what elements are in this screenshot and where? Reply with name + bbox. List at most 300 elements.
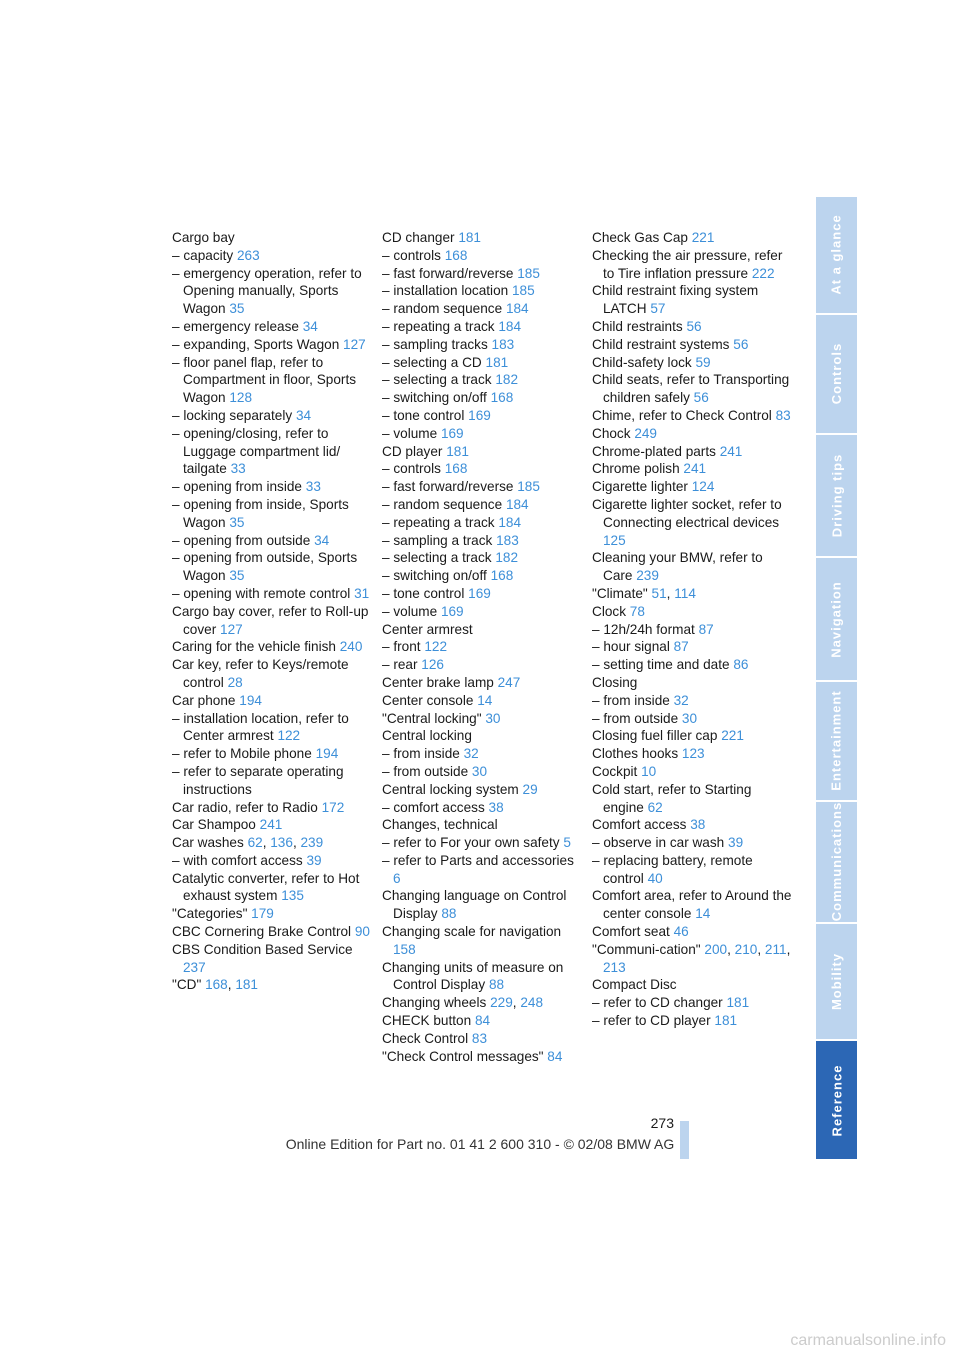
index-term: CD player (382, 443, 447, 459)
index-entry (382, 834, 582, 852)
index-entry (382, 336, 582, 354)
index-term: Catalytic converter, refer to Hot exhaust system (172, 870, 360, 904)
page-link[interactable]: 179 (251, 906, 274, 922)
page-link[interactable]: 237 (183, 959, 206, 975)
page-link[interactable]: 122 (277, 728, 301, 744)
index-term: – rear (382, 657, 422, 673)
index-term: Car Shampoo (172, 817, 260, 833)
page-link[interactable]: 51 (651, 585, 667, 601)
index-entry (172, 247, 372, 265)
index-term: – controls (382, 461, 445, 477)
page-link[interactable]: 30 (485, 710, 501, 726)
index-entry (382, 354, 582, 372)
page-link[interactable]: 168 (490, 568, 514, 584)
index-entry (592, 727, 792, 745)
tab-label: Mobility (829, 952, 845, 1010)
page-link[interactable]: 240 (339, 639, 363, 655)
page-link[interactable]: 46 (673, 924, 689, 940)
page-link[interactable]: 90 (354, 924, 370, 940)
index-term: Car washes (172, 835, 248, 851)
index-term: "CD" (172, 977, 206, 993)
index-term: – sampling a track (382, 532, 497, 548)
index-entry (592, 621, 792, 639)
page-link[interactable]: 168 (444, 247, 468, 263)
index-entry (382, 585, 582, 603)
index-term: Cargo bay cover, refer to Roll-up cover (172, 603, 369, 637)
index-entry (382, 692, 582, 710)
index-term: – opening from inside, Sports Wagon (172, 496, 349, 530)
index-term: – opening from outside, Sports Wagon (172, 550, 358, 584)
index-entry (592, 852, 792, 888)
index-entry (382, 407, 582, 425)
index-term: – hour signal (592, 639, 674, 655)
tab-label: Controls (829, 342, 845, 405)
page-link[interactable]: 211 (764, 941, 787, 957)
index-entry (592, 371, 792, 407)
page-link[interactable]: 184 (505, 301, 529, 317)
index-term: "Central locking" (382, 710, 486, 726)
index-column-2 (382, 229, 582, 1065)
index-term: Changing language on Control Display (382, 888, 567, 922)
page-link[interactable]: 181 (714, 1013, 738, 1029)
page-link[interactable]: 127 (220, 621, 243, 637)
page-link[interactable]: 33 (305, 479, 321, 495)
page-link[interactable]: 30 (681, 710, 698, 726)
page-link[interactable]: 31 (354, 585, 370, 601)
index-term: Cigarette lighter (592, 479, 692, 495)
index-term: – random sequence (382, 301, 506, 317)
tab-label: Communications (829, 801, 844, 922)
tab-communications[interactable] (816, 802, 857, 922)
footer-copyright: Online Edition for Part no. 01 41 2 600 310 - © 02/08 BMW AG (285, 1136, 675, 1152)
index-entry: Changing wheels 229, 248 (382, 995, 544, 1011)
index-term: CBC Cornering Brake Control (172, 924, 355, 940)
index-entry (382, 567, 582, 585)
page-link[interactable]: 28 (227, 674, 243, 690)
page-link[interactable]: 169 (468, 585, 491, 601)
page-link[interactable]: 56 (693, 390, 709, 406)
index-term: Cold start, refer to Starting engine (592, 781, 752, 815)
index-term: – 12h/24h format (592, 621, 699, 637)
page-link[interactable]: 6 (393, 870, 401, 886)
index-term: – switching on/off (382, 390, 491, 406)
page-link[interactable]: 114 (674, 585, 696, 601)
index-entry (172, 496, 372, 532)
index-term: – emergency release (172, 318, 303, 334)
index-term: Cockpit (592, 763, 642, 779)
page-link[interactable]: 86 (733, 657, 749, 673)
page-link[interactable]: 181 (446, 443, 469, 459)
index-entry (172, 638, 372, 656)
page-link[interactable]: 59 (695, 354, 711, 370)
page-link[interactable]: 39 (728, 835, 744, 851)
index-term: – installation location (382, 283, 512, 299)
page-link[interactable]: 194 (239, 692, 262, 708)
index-entry (382, 727, 582, 745)
index-entry (592, 692, 792, 710)
index-entry (382, 745, 582, 763)
page-link[interactable]: 181 (726, 995, 750, 1011)
index-term: – sampling tracks (382, 336, 492, 352)
index-entry (592, 443, 792, 461)
page-link[interactable]: 229 (490, 995, 513, 1011)
index-term: Clock (592, 603, 630, 619)
index-entry (382, 460, 582, 478)
page-link[interactable]: 213 (603, 959, 626, 975)
index-entry (592, 763, 792, 781)
index-term: – floor panel flap, refer to Compartment in floor, Sports Wagon (172, 354, 357, 406)
page-link[interactable]: 221 (721, 728, 744, 744)
page-link[interactable]: 184 (498, 318, 522, 334)
page-link[interactable]: 34 (295, 407, 312, 423)
page-link[interactable]: 35 (229, 514, 245, 530)
index-entry (382, 265, 582, 283)
page-link[interactable]: 168 (444, 461, 468, 477)
tab-entertainment[interactable] (816, 682, 857, 800)
index-term: Car key, refer to Keys/remote control (172, 657, 349, 690)
index-entry (592, 816, 792, 834)
index-entry (592, 638, 792, 656)
page-link[interactable]: 239 (636, 568, 659, 584)
tab-label: Entertainment (829, 690, 844, 792)
index-term: – installation location, refer to Center armrest (172, 710, 349, 744)
index-entry (592, 745, 792, 763)
index-entry (382, 763, 582, 781)
index-entry (382, 300, 582, 318)
index-entry (172, 941, 372, 977)
index-entry (172, 318, 372, 336)
index-term: – selecting a track (382, 550, 496, 566)
index-term: Chime, refer to Check Control (592, 407, 776, 423)
page-link[interactable]: 181 (485, 354, 509, 370)
page-link[interactable]: 241 (683, 461, 707, 477)
index-entry (592, 976, 792, 994)
page-link[interactable]: 62 (247, 835, 263, 851)
index-term: Changing scale for navigation (382, 924, 562, 940)
tab-label: Driving tips (829, 453, 845, 538)
index-term: – replacing battery, remote control (592, 852, 753, 886)
index-term: Child restraints (592, 318, 687, 334)
page-link[interactable]: 183 (491, 336, 515, 352)
index-term: – observe in car wash (592, 835, 729, 851)
section-tabs (816, 197, 857, 1159)
index-entry (592, 710, 792, 728)
index-term: – from inside (382, 746, 464, 762)
index-entry (592, 282, 792, 318)
page-link[interactable]: 84 (474, 1013, 491, 1029)
index-entry (592, 923, 792, 941)
page-link[interactable]: 88 (441, 906, 457, 922)
page-link[interactable]: 181 (235, 977, 258, 993)
index-term: Check Control (382, 1030, 472, 1046)
index-entry (592, 781, 792, 817)
index-entry (382, 247, 582, 265)
page-link[interactable]: 241 (719, 443, 743, 459)
page-link[interactable]: 30 (471, 763, 488, 779)
index-entry (382, 371, 582, 389)
index-entry (592, 994, 792, 1012)
index-entry (592, 1012, 792, 1030)
index-term: – refer to CD changer (592, 995, 727, 1011)
tab-navigation[interactable] (816, 558, 857, 680)
tab-driving-tips[interactable] (816, 435, 857, 557)
page-link[interactable]: 263 (236, 247, 260, 263)
page-link[interactable]: 88 (488, 977, 505, 993)
page-link[interactable]: 35 (229, 568, 245, 584)
index-entry (172, 354, 372, 407)
page-link[interactable]: 169 (440, 603, 464, 619)
page-link[interactable]: 125 (603, 532, 626, 548)
index-entry (382, 923, 582, 959)
tab-label: Navigation (829, 580, 844, 658)
index-term: – controls (382, 247, 445, 263)
page-link[interactable]: 38 (690, 817, 706, 833)
index-term: – opening with remote control (172, 585, 355, 601)
page-link[interactable]: 40 (647, 870, 663, 886)
index-term: "Communi-cation" (592, 941, 705, 957)
page-link[interactable]: 123 (681, 746, 705, 762)
tab-mobility[interactable] (816, 924, 857, 1040)
page-link[interactable]: 83 (775, 407, 791, 423)
index-term: Central locking system (382, 781, 523, 797)
page-link[interactable]: 62 (647, 799, 663, 815)
page-link[interactable]: 248 (520, 995, 544, 1011)
index-entry (172, 816, 372, 834)
tab-controls[interactable] (816, 315, 857, 433)
page-link[interactable]: 127 (343, 336, 366, 352)
index-term: Closing (592, 674, 638, 690)
page-link[interactable]: 168 (205, 977, 228, 993)
watermark: carmanualsonline.info (790, 1332, 946, 1349)
index-entry (382, 1012, 582, 1030)
index-entry (382, 656, 582, 674)
index-entry (592, 478, 792, 496)
index-entry (382, 852, 582, 888)
index-entry (382, 603, 582, 621)
index-term: Clothes hooks (592, 746, 682, 762)
index-term: – refer to Parts and accessories (382, 852, 574, 868)
index-entry (172, 532, 372, 550)
page-link[interactable]: 158 (393, 941, 416, 957)
index-entry (172, 870, 372, 906)
index-term: Cleaning your BMW, refer to Care (592, 550, 763, 584)
index-term: Changing units of measure on Control Display (382, 959, 564, 993)
index-term: Check Gas Cap (592, 230, 692, 245)
page-link[interactable]: 184 (505, 496, 529, 512)
index-term: Child-safety lock (592, 354, 696, 370)
index-entry (172, 745, 372, 763)
index-entry (172, 265, 372, 318)
page-link[interactable]: 136 (270, 835, 293, 851)
page-link[interactable]: 35 (229, 301, 245, 317)
page-link[interactable]: 10 (641, 763, 657, 779)
index-term: – comfort access (382, 799, 489, 815)
page-link[interactable]: 169 (468, 407, 491, 423)
page-link[interactable]: 78 (629, 603, 645, 619)
page-link[interactable]: 56 (733, 336, 749, 352)
index-entry (172, 923, 372, 941)
index-term: Chrome polish (592, 461, 684, 477)
index-term: Car radio, refer to Radio (172, 799, 322, 815)
index-term: – from inside (592, 692, 674, 708)
page-link[interactable]: 5 (563, 835, 571, 851)
page-link[interactable]: 32 (673, 692, 689, 708)
page-link[interactable]: 169 (440, 425, 464, 441)
index-entry: Car washes 62, 136, 239 (172, 835, 324, 851)
index-entry (382, 674, 582, 692)
page-link[interactable]: 200 (704, 941, 728, 957)
index-term: – selecting a track (382, 372, 496, 388)
index-entry (592, 336, 792, 354)
index-entry: "CD" 168, 181 (172, 977, 258, 993)
index-term: – volume (382, 425, 441, 441)
index-entry (592, 229, 792, 247)
index-entry (592, 656, 792, 674)
index-entry (382, 799, 582, 817)
index-term: Closing fuel filler cap (592, 728, 722, 744)
index-entry (382, 282, 582, 300)
page-link[interactable]: 14 (477, 692, 493, 708)
page-link[interactable]: 87 (698, 621, 714, 637)
page-link[interactable]: 181 (458, 230, 481, 245)
page-link[interactable]: 168 (490, 390, 514, 406)
index-entry (382, 532, 582, 550)
index-entry: "Communi-cation" 200, 210, 211, 213 (592, 941, 791, 975)
index-term: – refer to separate operating instructions (172, 763, 344, 797)
index-term: – expanding, Sports Wagon (172, 336, 344, 352)
index-entry (592, 549, 792, 585)
page-link[interactable]: 34 (314, 532, 330, 548)
page-link[interactable]: 194 (315, 746, 339, 762)
page-link[interactable]: 185 (517, 265, 540, 281)
page-link[interactable]: 135 (281, 888, 304, 904)
index-entry (592, 496, 792, 549)
index-term: Checking the air pressure, refer to Tire inflation pressure (592, 247, 783, 281)
page-link[interactable]: 39 (306, 852, 322, 868)
index-term: Chock (592, 425, 635, 441)
page-link[interactable]: 56 (686, 318, 702, 334)
index-entry (382, 638, 582, 656)
index-entry (172, 710, 372, 746)
page-link[interactable]: 87 (673, 639, 689, 655)
page-link[interactable]: 32 (463, 746, 479, 762)
index-term: – fast forward/reverse (382, 479, 518, 495)
index-term: Cigarette lighter socket, refer to Connecting electrical devices (592, 496, 782, 530)
index-term: – opening/closing, refer to Luggage compartment lid/ tailgate (172, 425, 341, 477)
page-link[interactable]: 183 (496, 532, 519, 548)
page-link[interactable]: 57 (650, 301, 666, 317)
index-entry (592, 460, 792, 478)
index-term: Caring for the vehicle finish (172, 639, 340, 655)
index-entry (382, 1048, 582, 1066)
index-entry (382, 621, 582, 639)
index-entry (172, 852, 372, 870)
index-column-1 (172, 229, 372, 994)
index-entry (382, 478, 582, 496)
page-link[interactable]: 182 (495, 550, 519, 566)
index-term: – opening from inside (172, 479, 306, 495)
page-link[interactable]: 84 (547, 1048, 563, 1064)
index-term: Changing wheels (382, 995, 491, 1011)
page-link[interactable]: 249 (634, 425, 657, 441)
page-link[interactable]: 221 (691, 230, 715, 245)
index-term: – volume (382, 603, 441, 619)
page-link[interactable]: 184 (498, 514, 522, 530)
page-link[interactable]: 185 (517, 479, 540, 495)
page-link[interactable]: 124 (691, 479, 715, 495)
tab-label: At a glance (829, 214, 845, 296)
index-term: Center armrest (382, 621, 473, 637)
index-entry (172, 692, 372, 710)
page-link[interactable]: 83 (471, 1030, 488, 1046)
page-link[interactable]: 241 (259, 817, 283, 833)
page-link[interactable]: 247 (497, 674, 521, 690)
index-term: Center console (382, 692, 478, 708)
index-entry (592, 425, 792, 443)
page-link[interactable]: 34 (302, 318, 318, 334)
index-entry (172, 603, 372, 639)
page-link[interactable]: 126 (421, 657, 444, 673)
index-term: CBS Condition Based Service (172, 941, 353, 957)
page-link[interactable]: 122 (424, 639, 448, 655)
page-link[interactable]: 33 (230, 461, 246, 477)
index-entry (172, 763, 372, 799)
page-link[interactable]: 182 (495, 372, 519, 388)
index-term: Changes, technical (382, 817, 498, 833)
index-entry (382, 959, 582, 995)
index-column-3 (592, 229, 792, 1030)
index-entry (382, 816, 582, 834)
index-term: Child restraint systems (592, 336, 734, 352)
tab-at-a-glance[interactable] (816, 197, 857, 313)
page-link[interactable]: 172 (321, 799, 345, 815)
index-term: – emergency operation, refer to Opening manually, Sports Wagon (172, 265, 362, 317)
index-term: CD changer (382, 230, 459, 245)
index-term: – repeating a track (382, 514, 499, 530)
page-link[interactable]: 210 (734, 941, 758, 957)
page-link[interactable]: 222 (751, 265, 775, 281)
page-link[interactable]: 128 (229, 390, 253, 406)
index-entry (592, 887, 792, 923)
page-link[interactable]: 239 (300, 835, 324, 851)
index-term: Compact Disc (592, 977, 677, 993)
index-entry (382, 781, 582, 799)
index-entry (382, 229, 582, 247)
index-entry: "Climate" 51, 114 (592, 585, 696, 601)
index-term: Center brake lamp (382, 674, 498, 690)
page-link[interactable]: 29 (522, 781, 538, 797)
index-entry (172, 549, 372, 585)
index-term: CHECK button (382, 1013, 475, 1029)
page-link[interactable]: 38 (488, 799, 504, 815)
index-entry (172, 799, 372, 817)
index-term: "Categories" (172, 906, 252, 922)
index-entry (172, 585, 372, 603)
index-term: "Check Control messages" (382, 1048, 548, 1064)
index-term: – repeating a track (382, 318, 499, 334)
index-term: – selecting a CD (382, 354, 486, 370)
index-entry (592, 247, 792, 283)
index-entry (382, 425, 582, 443)
page-link[interactable]: 14 (695, 906, 711, 922)
page-link[interactable]: 185 (511, 283, 535, 299)
index-entry (172, 905, 372, 923)
index-term: Cargo bay (172, 230, 235, 245)
index-entry (172, 425, 372, 478)
tab-label: Reference (829, 1064, 844, 1137)
index-term: Car phone (172, 692, 240, 708)
index-term: – tone control (382, 407, 469, 423)
